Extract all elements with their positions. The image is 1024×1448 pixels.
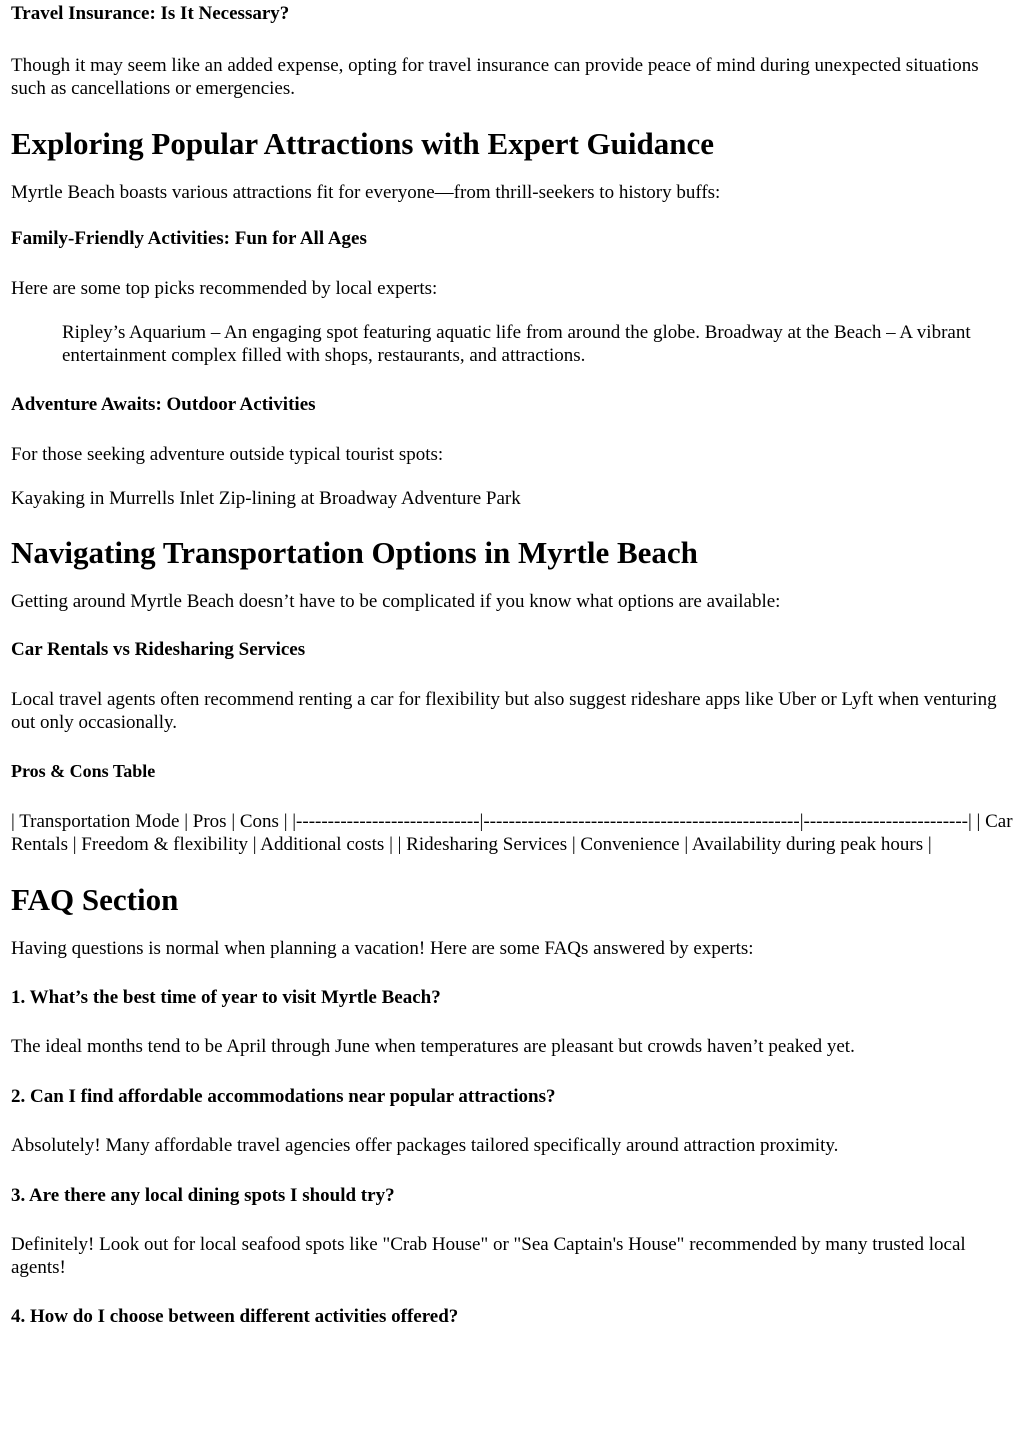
attractions-intro: Myrtle Beach boasts various attractions fit for everyone—from thrill-seekers to history buffs: — [11, 182, 721, 203]
article — [0, 2, 1024, 1329]
travel-insurance-text: Though it may seem like an added expense, opting for travel insurance can provide peace of mind during unexpected situations such as cancellations or emergencies. — [11, 55, 979, 99]
transportation-intro: Getting around Myrtle Beach doesn’t have to be complicated if you know what options are available: — [11, 591, 781, 612]
faq-answer-3: Definitely! Look out for local seafood spots like "Crab House" or "Sea Captain's House" recommended by many trusted local agents! — [11, 1234, 966, 1278]
family-activities-heading: Family-Friendly Activities: Fun for All Ages — [11, 228, 367, 249]
family-activities-intro: Here are some top picks recommended by local experts: — [11, 278, 438, 299]
car-rentals-heading: Car Rentals vs Ridesharing Services — [11, 639, 306, 660]
faq-question-2: 2. Can I find affordable accommodations near popular attractions? — [11, 1086, 556, 1107]
pros-cons-heading: Pros & Cons Table — [11, 761, 156, 781]
adventure-list: Kayaking in Murrells Inlet Zip-lining at Broadway Adventure Park — [11, 488, 521, 509]
faq-question-3: 3. Are there any local dining spots I should try? — [11, 1185, 395, 1206]
adventure-intro: For those seeking adventure outside typical tourist spots: — [11, 444, 444, 465]
travel-insurance-heading: Travel Insurance: Is It Necessary? — [11, 3, 290, 24]
pros-cons-table-text: | Transportation Mode | Pros | Cons | |-----------------------------|--------------------------------------------------|--------------------------| | Car Rentals | Freedom & flexibility | Additional costs | | Ridesharing Services | Convenience | Availability during peak hours | — [11, 811, 1013, 855]
faq-question-4: 4. How do I choose between different activities offered? — [11, 1306, 459, 1327]
faq-answer-1: The ideal months tend to be April through June when temperatures are pleasant but crowds haven’t peaked yet. — [11, 1036, 855, 1057]
car-rentals-text: Local travel agents often recommend renting a car for flexibility but also suggest rideshare apps like Uber or Lyft when venturing out only occasionally. — [11, 689, 997, 733]
adventure-heading: Adventure Awaits: Outdoor Activities — [11, 394, 316, 415]
transportation-heading: Navigating Transportation Options in Myrtle Beach — [11, 535, 698, 570]
faq-answer-2: Absolutely! Many affordable travel agencies offer packages tailored specifically around attraction proximity. — [11, 1135, 839, 1156]
faq-heading: FAQ Section — [11, 882, 179, 917]
faq-question-1: 1. What’s the best time of year to visit Myrtle Beach? — [11, 987, 441, 1008]
faq-intro: Having questions is normal when planning a vacation! Here are some FAQs answered by experts: — [11, 938, 754, 959]
family-activities-quote: Ripley’s Aquarium – An engaging spot featuring aquatic life from around the globe. Broadway at the Beach – A vibrant entertainment complex filled with shops, restaurants, and attractions. — [62, 322, 971, 366]
attractions-heading: Exploring Popular Attractions with Expert Guidance — [11, 126, 714, 161]
